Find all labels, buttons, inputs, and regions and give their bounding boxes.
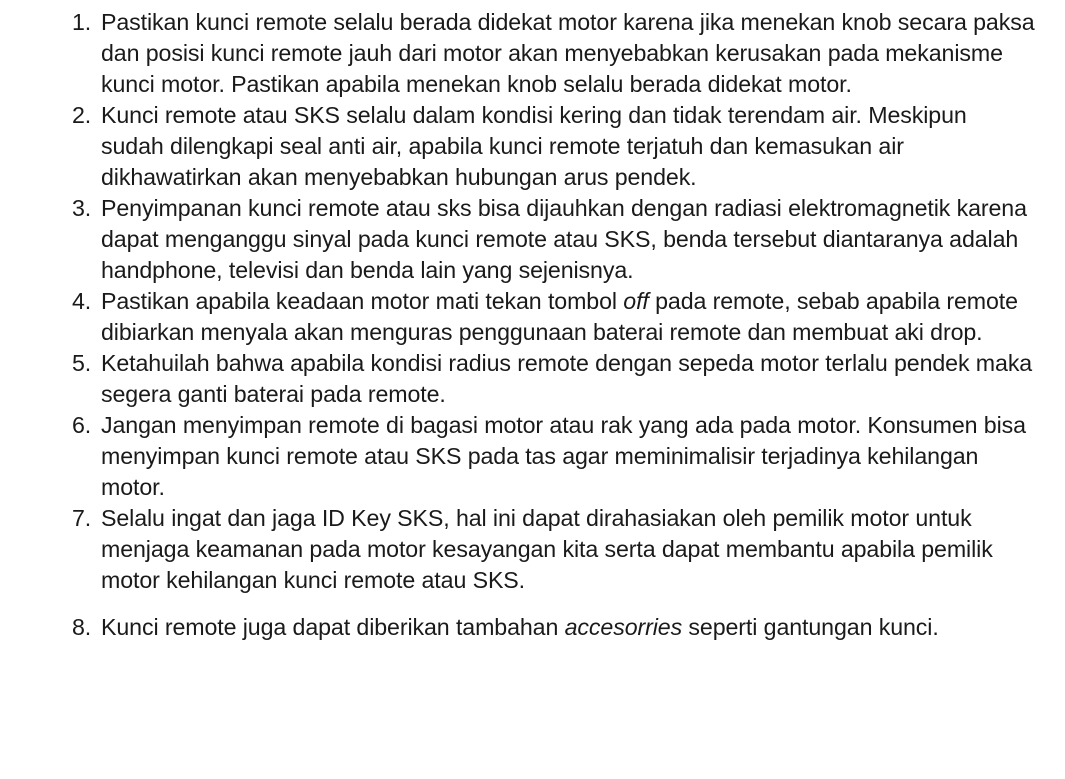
list-item <box>0 100 1065 193</box>
list-item <box>0 612 1065 643</box>
item-number: 5. <box>72 350 92 376</box>
list-item <box>0 410 1065 503</box>
item-text: Selalu ingat dan jaga ID Key SKS, hal ini dapat dirahasiakan oleh pemilik motor untuk menjaga keamanan pada motor kesayangan kita serta dapat membantu apabila pemilik motor kehilangan kunci remote atau SKS. <box>101 505 993 593</box>
document-page <box>0 7 1065 643</box>
item-text-after: seperti gantungan kunci. <box>682 614 939 640</box>
item-number: 4. <box>72 288 92 314</box>
list-item <box>0 193 1065 286</box>
item-number: 3. <box>72 195 92 221</box>
list-item <box>0 7 1065 100</box>
list-item <box>0 286 1065 348</box>
item-text-italic: off <box>623 288 649 314</box>
item-text: Ketahuilah bahwa apabila kondisi radius remote dengan sepeda motor terlalu pendek maka segera ganti baterai pada remote. <box>101 350 1033 407</box>
item-number: 2. <box>72 102 92 128</box>
item-number: 7. <box>72 505 92 531</box>
item-text-before: Pastikan apabila keadaan motor mati tekan tombol <box>101 288 624 314</box>
item-text: Jangan menyimpan remote di bagasi motor atau rak yang ada pada motor. Konsumen bisa menyimpan kunci remote atau SKS pada tas agar meminimalisir terjadinya kehilangan motor. <box>101 412 1026 500</box>
item-text-before: Kunci remote juga dapat diberikan tambahan <box>101 614 565 640</box>
item-number: 1. <box>72 9 92 35</box>
list-item <box>0 503 1065 596</box>
item-text: Pastikan kunci remote selalu berada didekat motor karena jika menekan knob secara paksa dan posisi kunci remote jauh dari motor akan menyebabkan kerusakan pada mekanisme kunci motor. Pastikan apabila menekan knob selalu berada didekat motor. <box>101 9 1035 97</box>
item-number: 6. <box>72 412 92 438</box>
item-text: Kunci remote atau SKS selalu dalam kondisi kering dan tidak terendam air. Meskipun sudah dilengkapi seal anti air, apabila kunci remote terjatuh dan kemasukan air dikhawatirkan akan menyebabkan hubungan arus pendek. <box>101 102 967 190</box>
care-tips-list <box>0 7 1065 643</box>
item-text-italic: accesorries <box>564 614 683 640</box>
list-item <box>0 348 1065 410</box>
item-text: Penyimpanan kunci remote atau sks bisa dijauhkan dengan radiasi elektromagnetik karena dapat menganggu sinyal pada kunci remote atau SKS, benda tersebut diantaranya adalah handphone, televisi dan benda lain yang sejenisnya. <box>101 195 1027 283</box>
item-number: 8. <box>72 614 92 640</box>
item-text-after: pada remote, sebab apabila remote dibiarkan menyala akan menguras penggunaan baterai remote dan membuat aki drop. <box>101 288 1018 345</box>
